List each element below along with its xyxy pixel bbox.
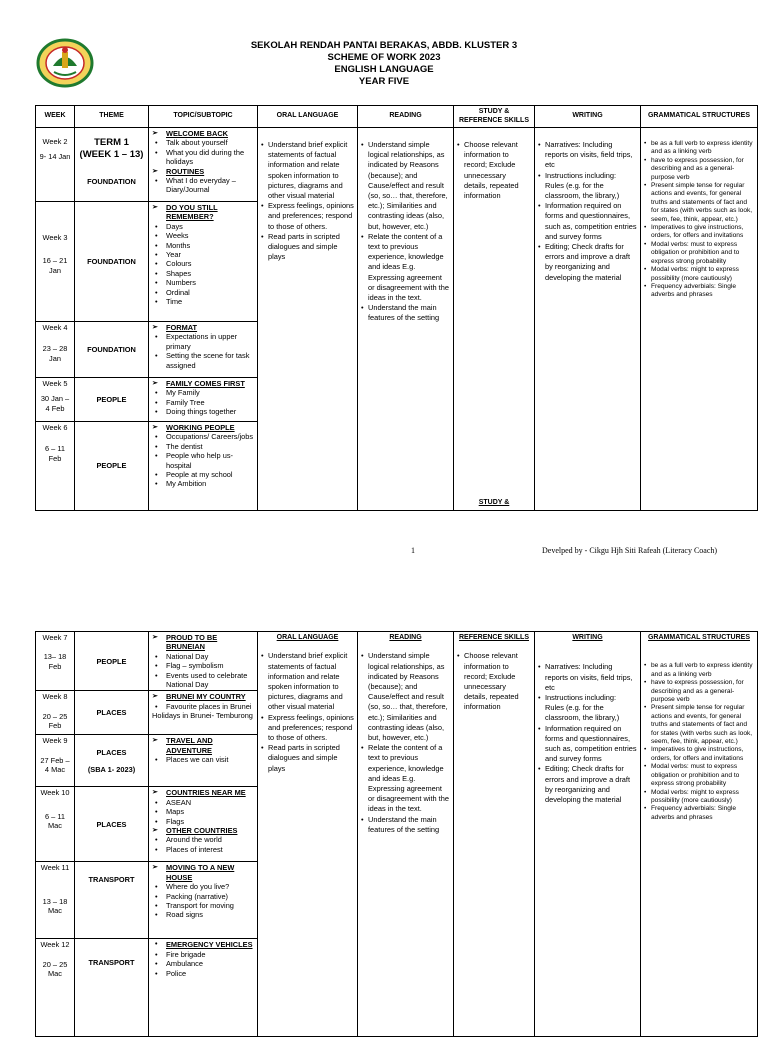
subtopic-item: • Shapes [152,269,254,278]
list-item: • Understand the main features of the setting [361,303,450,323]
subtopic-item: • Doing things together [152,407,254,416]
writing-subheader: WRITING [572,634,603,641]
topic-list [152,129,254,195]
header-topic: TOPIC/SUBTOPIC [149,106,258,128]
week-cell [36,939,75,1037]
subtopic-item: • Transport for moving [152,901,254,910]
subtopic-item: • The dentist [152,442,254,451]
subtopic-item: • Ambulance [152,959,254,968]
scheme-table-page1 [35,105,758,511]
topic-cell [149,862,258,939]
topic-heading: ➢ OTHER COUNTRIES [152,826,254,835]
subtopic-item: • Where do you live? [152,882,254,891]
topic-heading: ➢ ROUTINES [152,167,254,176]
list-item: • be as a full verb to express identity and as a linking verb [644,662,754,679]
subtopic-item: • Ordinal [152,288,254,297]
topic-heading: ➢ BRUNEI MY COUNTRY [152,692,254,701]
week-label: Week 10 [40,788,70,798]
topic-list [152,863,254,919]
week-cell [36,322,75,378]
subtopic-item: • Events used to celebrate National Day [152,671,254,690]
week-cell [36,202,75,322]
week-cell [36,378,75,422]
document-title: SCHEME OF WORK 2023 [327,52,441,63]
topic-list [152,788,254,854]
developer-credit: Develped by - Cikgu Hjh Siti Rafeah (Literacy Coach) [542,546,718,555]
topic-cell [149,787,258,862]
week-label: Week 5 [42,379,68,388]
week-label: Week 11 [40,863,70,873]
list-item: • Express feelings, opinions and preferences; respond to those of others. [261,201,354,232]
theme-cell [75,632,149,691]
list-item: • Choose relevant information to record; Exclude unnecessary details, repeated information [457,651,531,712]
week-cell [36,787,75,862]
scheme-table-page2 [35,631,758,1037]
theme-label: TRANSPORT [88,958,135,968]
subject-title: ENGLISH LANGUAGE [334,64,434,75]
list-item: • Imperatives to give instructions, orders, for offers and invitations [644,224,754,241]
subtopic-item: • Fire brigade [152,950,254,959]
week-dates: 20 – 25 Feb [42,711,68,731]
oral-list [261,651,354,773]
theme-label: PLACES [96,708,127,718]
list-item: • be as a full verb to express identity and as a linking verb [644,140,754,157]
week-dates: 13– 18 Feb [43,652,67,671]
week-label: Week 2 [42,137,68,146]
subtopic-item: • Colours [152,259,254,268]
topic-heading: ➢ WELCOME BACK [152,129,254,138]
reading-cell [358,128,454,511]
list-item: • Instructions including: Rules (e.g. for the classroom, the library,) [538,171,637,202]
list-item: • Read parts in scripted dialogues and simple plays [261,743,354,774]
list-item: • Instructions including: Rules (e.g. for the classroom, the library,) [538,693,637,724]
header-reading: READING [358,106,454,128]
list-item: • Understand brief explicit statements of factual information and relate spoken information to pictures, diagrams and other visual material [261,651,354,712]
grammar-list [644,140,754,300]
list-item: • Editing; Check drafts for errors and improve a draft by reorganizing and developing the material [538,764,637,805]
year-title: YEAR FIVE [358,76,410,87]
theme-cell [75,691,149,735]
school-name: SEKOLAH RENDAH PANTAI BERAKAS, ABDB. KLUSTER 3 [250,40,518,51]
list-item: • Understand simple logical relationships, as indicated by Reasons (because); and Cause/effect and result (so, so… that, therefore, etc.); Similarities and contrasting ideas (also, but, however, etc.) [361,140,450,232]
topic-heading: ➢ TRAVEL AND ADVENTURE [152,736,254,755]
topic-heading: ➢ MOVING TO A NEW HOUSE [152,863,254,882]
grammar-subheader: GRAMMATICAL STRUCTURES [647,634,750,641]
grammar-cell [641,128,758,511]
writing-list [538,140,637,283]
subtopic-item: • Months [152,241,254,250]
subtopic-item: • What I do everyday – Diary/Journal [152,176,254,195]
study-list [457,651,531,712]
week-label: Week 12 [40,940,70,950]
topic-list [152,633,254,689]
week-cell [36,862,75,939]
term-label: TERM 1 [94,137,129,148]
topic-cell [149,939,258,1037]
page-number: 1 [411,546,415,555]
subtopic-item: • Flags [152,817,254,826]
header-grammar: GRAMMATICAL STRUCTURES [641,106,758,128]
theme-cell [75,128,149,202]
week-label: Week 7 [42,633,68,642]
study-list [457,140,531,201]
list-item: • Frequency adverbials: Single adverbs and phrases [644,805,754,822]
list-item: • Understand the main features of the setting [361,815,450,835]
topic-heading: ➢ PROUD TO BE BRUNEIAN [152,633,254,652]
week-dates: 23 – 28 Jan [42,344,68,363]
topic-cell [149,378,258,422]
list-item: • Choose relevant information to record; Exclude unnecessary details, repeated information [457,140,531,201]
list-item: • Narratives: Including reports on visits, field trips, etc [538,662,637,693]
list-item: • Editing; Check drafts for errors and improve a draft by reorganizing and developing the material [538,242,637,283]
topic-cell [149,632,258,691]
theme-cell [75,939,149,1037]
table-row [36,128,758,202]
week-cell [36,691,75,735]
subtopic-item: • Road signs [152,910,254,919]
topic-list [152,323,254,370]
theme-cell [75,322,149,378]
subtopic-item: • Setting the scene for task assigned [152,351,254,370]
topic-cell [149,691,258,735]
subtopic-item: • Flag – symbolism [152,661,254,670]
writing-list [538,662,637,805]
topic-heading: ➢ FORMAT [152,323,254,332]
subtopic-item: • ASEAN [152,798,254,807]
theme-label: PEOPLE [96,656,127,666]
list-item: • Understand simple logical relationships, as indicated by Reasons (because); and Cause/effect and result (so, so… that, therefore, etc.); Similarities and contrasting ideas (also, but, however, etc.) [361,651,450,743]
list-item: • Narratives: Including reports on visits, field trips, etc [538,140,637,171]
subtopic-item: • People at my school [152,470,254,479]
topic-list [152,379,254,417]
week-label: Week 8 [42,692,68,702]
reading-list [361,651,450,835]
week-cell [36,735,75,787]
reading-list [361,140,450,324]
week-label: Week 4 [42,323,68,332]
subtopic-item: • Family Tree [152,398,254,407]
week-dates: 6 – 11 Feb [45,444,65,463]
list-item: • Understand brief explicit statements of factual information and relate spoken information to pictures, diagrams and other visual material [261,140,354,201]
theme-label: PEOPLE [96,394,127,404]
header-theme: THEME [75,106,149,128]
topic-cell [149,202,258,322]
subtopic-item: • Packing (narrative) [152,892,254,901]
subtopic-item: • My Family [152,388,254,397]
topic-list [152,736,254,764]
term-weeks: (WEEK 1 – 13) [79,149,144,160]
week-dates: 13 – 18 Mac [42,896,68,916]
list-item: • have to express possession, for describing and as a general-purpose verb [644,679,754,704]
list-item: • Present simple tense for regular actions and events, for general truths and statements of fact and for states (with verbs such as look, seem, fee, think, appear, etc.) [644,182,754,224]
list-item: • Imperatives to give instructions, orders, for offers and invitations [644,746,754,763]
header-study: STUDY & REFERENCE SKILLS [454,106,535,128]
theme-label: FOUNDATION [87,344,136,354]
study-cell [454,128,535,511]
oral-subheader: ORAL LANGUAGE [276,634,339,641]
week-dates: 9- 14 Jan [39,152,71,162]
subtopic-item: Holidays in Brunei- Temburong [152,711,253,721]
week-cell [36,422,75,511]
theme-label: FOUNDATION [87,177,136,186]
subtopic-item: • Numbers [152,278,254,287]
week-label: Week 6 [42,423,68,432]
subtopic-item: • Time [152,297,254,306]
list-item: • Present simple tense for regular actions and events, for general truths and statements of fact and for states (with verbs such as look, seem, fee, think, appear, etc.) [644,704,754,746]
week-cell [36,128,75,202]
topic-heading: ➢ COUNTRIES NEAR ME [152,788,254,797]
theme-label: PLACES [96,819,127,829]
list-item: • Read parts in scripted dialogues and simple plays [261,232,354,263]
subtopic-item: • Police [152,969,254,978]
theme-cell [75,862,149,939]
week-cell [36,632,75,691]
subtopic-item: • Places we can visit [152,755,254,764]
header-oral: ORAL LANGUAGE [258,106,358,128]
list-item: • Modal verbs: might to express possibility (more cautiously) [644,266,754,283]
study-footer: STUDY & [478,498,510,506]
subtopic-item: • Places of interest [152,845,254,854]
oral-list [261,140,354,262]
theme-label: TRANSPORT [88,875,135,885]
writing-cell [535,128,641,511]
list-item: • Frequency adverbials: Single adverbs and phrases [644,283,754,300]
theme-label: PEOPLE [96,461,127,471]
week-dates: 20 – 25 Mac [42,959,68,979]
subtopic-item: • Around the world [152,835,254,844]
topic-cell [149,422,258,511]
subtopic-item: • Occupations/ Careers/jobs [152,432,254,441]
week-dates: 6 – 11 Mac [45,811,65,831]
list-item: • Relate the content of a text to previous experience, knowledge and ideas E.g. Expressing agreement or disagreement with the ideas in the text. [361,232,450,303]
subtopic-item: • What you did during the holidays [152,148,254,167]
week-dates: 27 Feb – 4 Mac [40,755,70,775]
topic-list [152,203,254,306]
reference-subheader: REFERENCE SKILLS [458,634,529,641]
topic-heading: ➢ WORKING PEOPLE [152,423,254,432]
topic-heading: • EMERGENCY VEHICLES [152,940,254,949]
subtopic-item: • My Ambition [152,479,254,488]
theme-cell [75,735,149,787]
topic-heading: ➢ FAMILY COMES FIRST [152,379,254,388]
list-item: • Modal verbs: must to express obligation or prohibition and to express strong probability [644,763,754,788]
header-writing: WRITING [535,106,641,128]
list-item: • have to express possession, for describing and as a general-purpose verb [644,157,754,182]
oral-cell [258,128,358,511]
sba-label: (SBA 1- 2023) [87,764,136,774]
theme-cell [75,378,149,422]
reading-subheader: READING [389,634,422,641]
week-dates: 30 Jan – 4 Feb [40,394,70,413]
subtopic-item: • National Day [152,652,254,661]
grammar-cell [641,632,758,1037]
theme-cell [75,787,149,862]
topic-cell [149,735,258,787]
table-row [36,632,758,691]
topic-heading: ➢ DO YOU STILL REMEMBER? [152,203,254,222]
header-week: WEEK [36,106,75,128]
subtopic-item: • Favourite places in Brunei [152,702,254,711]
theme-cell [75,422,149,511]
topic-cell [149,322,258,378]
theme-label: PLACES [96,747,127,757]
list-item: • Information required on forms and questionnaires, such as, competition entries and survey forms [538,724,637,765]
subtopic-item: • Days [152,222,254,231]
reading-cell [358,632,454,1037]
subtopic-item: • People who help us- hospital [152,451,254,470]
subtopic-item: • Talk about yourself [152,138,254,147]
writing-cell [535,632,641,1037]
study-cell [454,632,535,1037]
list-item: • Express feelings, opinions and preferences; respond to those of others. [261,713,354,744]
subtopic-item: • Year [152,250,254,259]
topic-list [152,423,254,489]
list-item: • Information required on forms and questionnaires, such as, competition entries and survey forms [538,201,637,242]
theme-cell [75,202,149,322]
subtopic-item: • Weeks [152,231,254,240]
topic-list [152,692,254,720]
topic-cell [149,128,258,202]
list-item: • Modal verbs: might to express possibility (more cautiously) [644,789,754,806]
week-label: Week 9 [42,736,68,746]
list-item: • Modal verbs: must to express obligation or prohibition and to express strong probability [644,241,754,266]
week-dates: 16 – 21 Jan [42,256,68,275]
subtopic-item: • Expectations in upper primary [152,332,254,351]
week-label: Week 3 [42,233,68,242]
theme-label: FOUNDATION [87,256,136,266]
topic-list [152,940,254,978]
list-item: • Relate the content of a text to previous experience, knowledge and ideas E.g. Expressing agreement or disagreement with the ideas in the text. [361,743,450,814]
grammar-list [644,662,754,822]
oral-cell [258,632,358,1037]
subtopic-item: • Maps [152,807,254,816]
